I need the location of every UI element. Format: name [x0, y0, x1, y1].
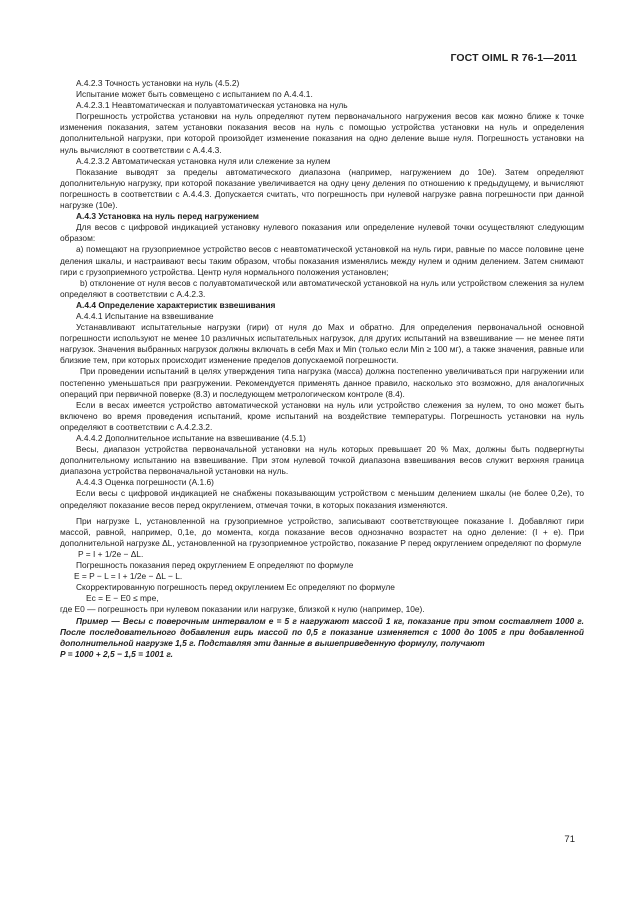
paragraph: Если весы с цифровой индикацией не снабжены показывающим устройством с меньшим делением шкалы (не более 0,2е), то определяют показание весов перед округлением, отмечая точки, в которых показания изменяются. [60, 488, 584, 510]
formula-e: E = P − L = I + 1/2e − ΔL − L. [74, 571, 183, 582]
paragraph: Погрешность устройства установки на нуль определяют путем первоначального нагружения весов как можно ближе к точке изменения показания, затем установки показания весов на нуль с помощью устройства установки на нуль и определения дополнительной нагрузки, при которой произойдет изменение показания на одно деление выше нуля. Погрешность установки на нуль вычисляют в соответствии с А.4.4.3. [60, 111, 584, 155]
section-heading-a4-3: А.4.3 Установка на нуль перед нагружением [76, 211, 259, 222]
document-header: ГОСТ OIML R 76-1—2011 [450, 52, 577, 64]
section-heading-a4-4: А.4.4 Определение характеристик взвешивания [76, 299, 276, 310]
page-number: 71 [564, 834, 575, 845]
example-paragraph [60, 616, 584, 649]
paragraph: Скорректированную погрешность перед округлением Ec определяют по формуле [76, 582, 395, 593]
list-item-b: b) отклонение от нуля весов с полуавтоматической или автоматической установкой на нуль или устройством слежения за нулем определяют в соответствии с А.4.2.3. [60, 277, 584, 299]
paragraph: Весы, диапазон устройства первоначальной установки на нуль которых превышает 20 % Max, должны быть подвергнуты дополнительному испытанию на взвешивание. При этом нулевой точкой диапазона взвешивания весов служит верхняя граница диапазона устройства первоначальной установки на нуль. [60, 444, 584, 477]
paragraph: Устанавливают испытательные нагрузки (гири) от нуля до Max и обратно. Для определения первоначальной основной погрешности используют не менее 10 различных испытательных нагрузок, для других испытаний на взвешивание — не менее пяти нагрузок. Значения выбранных нагрузок должны включать в себя Max и Min (только если Min ≥ 100 мг), а также значения, равные или близкие тем, при которых происходит изменение пределов допускаемой погрешности. [60, 322, 584, 366]
paragraph: Показание выводят за пределы автоматического диапазона (например, нагружением до 10е). Затем определяют дополнительную нагрузку, при которой показание увеличивается на одну цену деления по отношению к предыдущему, и вычисляют погрешность в соответствии с А.4.4.3. Допускается считать, что погрешность при нулевой нагрузке равна погрешности при данной нагрузке (10е). [60, 166, 584, 211]
subsection-heading-a4-4-1: А.4.4.1 Испытание на взвешивание [76, 310, 214, 321]
example-label: Пример [76, 615, 109, 626]
page-body [60, 78, 584, 660]
subsection-heading-a4-2-3-2: А.4.2.3.2 Автоматическая установка нуля или слежение за нулем [76, 155, 331, 166]
formula-example: P = 1000 + 2,5 − 1,5 = 1001 г. [60, 648, 174, 659]
paragraph: Если в весах имеется устройство автоматической установки на нуль или устройство слежения за нулем, то оно может быть включено во время проведения испытаний, кроме испытаний на воздействие температуры. Погрешность установки на нуль определяют в соответствии с А.4.2.3.2. [60, 399, 584, 432]
subsection-heading-a4-4-3: А.4.4.3 Оценка погрешности (А.1.6) [76, 477, 214, 488]
paragraph: Погрешность показания перед округлением E определяют по формуле [76, 560, 354, 571]
subsection-heading-a4-4-2: А.4.4.2 Дополнительное испытание на взвешивание (4.5.1) [76, 433, 306, 443]
formula-p: P = I + 1/2e − ΔL. [78, 548, 144, 559]
example-text: — Весы с поверочным интервалом е = 5 г нагружают массой 1 кг, показание при этом составляет 1000 г. После последовательного добавления гирь массой по 0,5 г показание изменяется с 1000 до 1005 г при добавленной дополнительной нагрузке 1,5 г. Подставляя эти данные в вышеприведенную формулу, получают [60, 615, 584, 648]
formula-ec: Ec = E − E0 ≤ mpe, [86, 593, 159, 604]
paragraph: Испытание может быть совмещено с испытанием по А.4.4.1. [76, 89, 313, 100]
paragraph: При нагрузке L, установленной на грузоприемное устройство, записывают соответствующее показание I. Добавляют гири массой, равной, например, 0,1е, до момента, когда показание весов однозначно возрастет на одно деление: (I + е). При дополнительной нагрузке ΔL, установленной на грузоприемное устройство, показание P перед округлением определяют по формуле [60, 515, 584, 548]
subsection-heading-a4-2-3-1: А.4.2.3.1 Неавтоматическая и полуавтоматическая установка на нуль [76, 100, 348, 111]
paragraph: где E0 — погрешность при нулевом показании или нагрузке, близкой к нулю (например, 10е). [60, 604, 425, 615]
section-heading-a4-2-3: А.4.2.3 Точность установки на нуль (4.5.2) [76, 78, 240, 88]
paragraph: При проведении испытаний в целях утверждения типа нагрузка (масса) должна постепенно увеличиваться при нагружении или постепенно уменьшаться при разгружении. Рекомендуется применять данное правило, насколько это возможно, для аналогичных операций при первичной поверке (8.3) и последующем метрологическом контроле (8.4). [60, 366, 584, 399]
paragraph: Для весов с цифровой индикацией установку нулевого показания или определение нулевой точки осуществляют следующим образом: [60, 222, 584, 244]
list-item-a: а) помещают на грузоприемное устройство весов с неавтоматической установкой на нуль гири, равные по массе половине цене деления шкалы, и настраивают весы таким образом, чтобы показания изменялись между нулем и одним делением. Затем снимают гири с грузоприемного устройства. Центр нуля нормального положения установлен; [60, 244, 584, 277]
